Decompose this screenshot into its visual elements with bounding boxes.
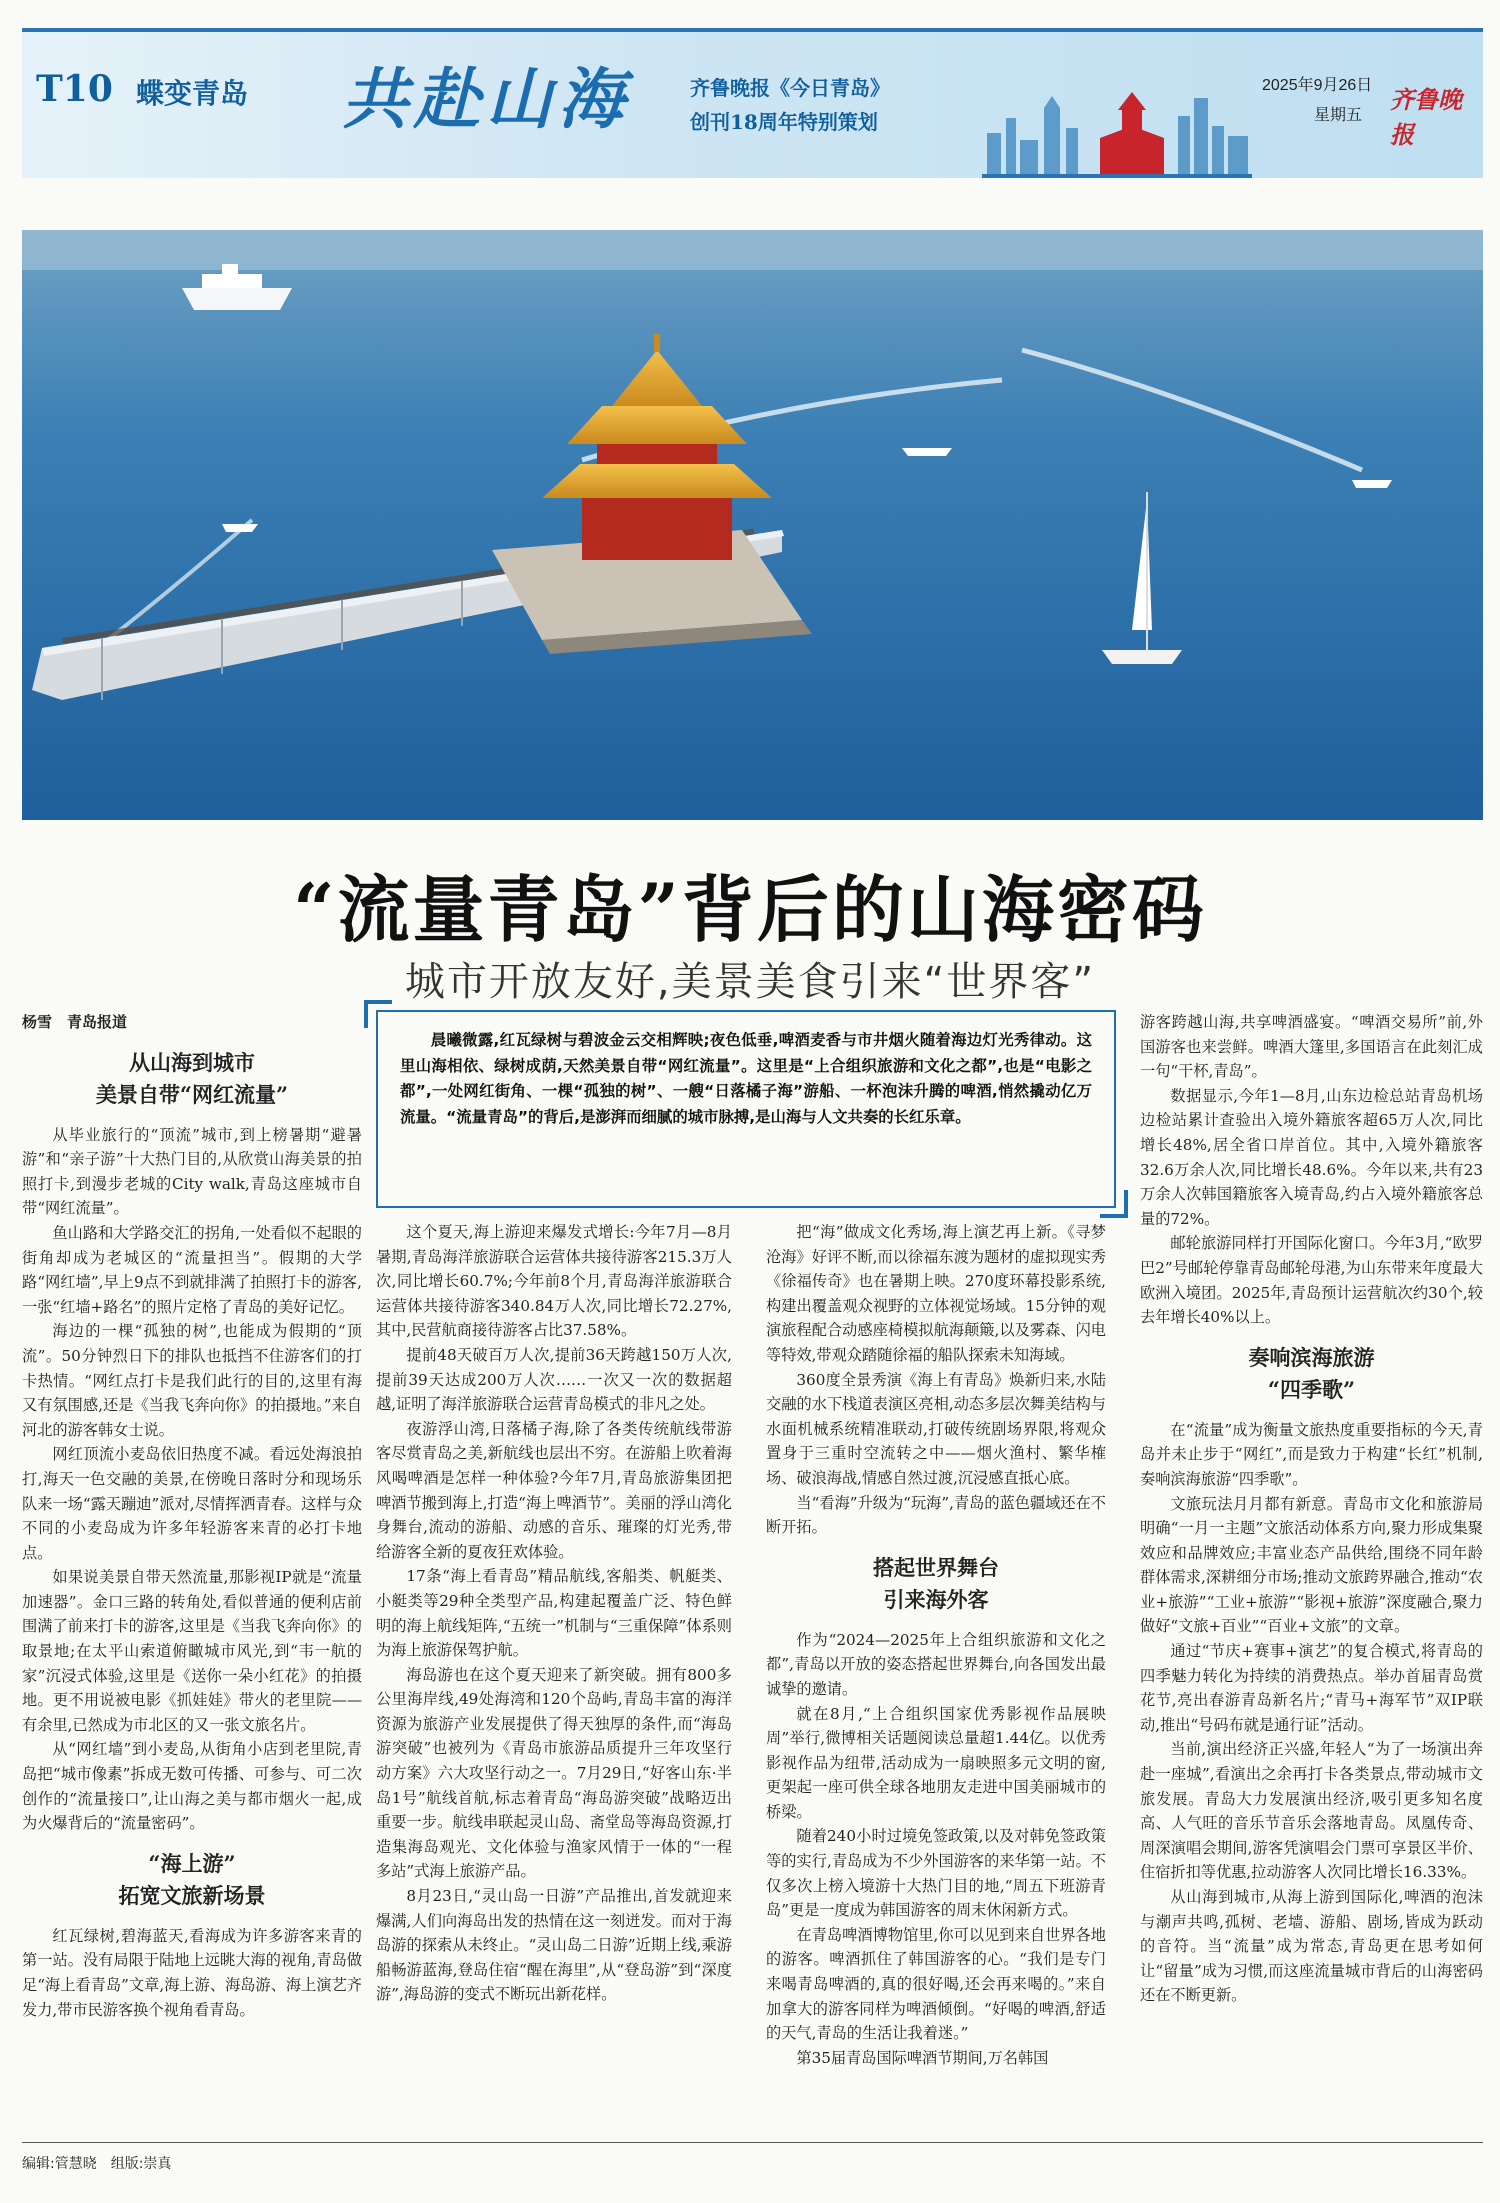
- issue-date: 2025年9月26日: [1262, 77, 1373, 94]
- paragraph: 当前,演出经济正兴盛,年轻人“为了一场演出奔赴一座城”,看演出之余再打卡各类景点,带动城市文旅发展。青岛大力发展演出经济,吸引更多知名度高、人气旺的音乐节音乐会落地青岛。凤凰传奇、周深演唱会期间,游客凭演唱会门票可享景区半价、住宿折扣等优惠,拉动游客人次同比增长16.33%。: [1140, 1740, 1483, 1882]
- subheadline: 城市开放友好,美景美食引来“世界客”: [404, 959, 1096, 1005]
- page-number: T10: [36, 68, 113, 110]
- paragraph: 文旅玩法月月都有新意。青岛市文化和旅游局明确“一月一主题”文旅活动体系方向,聚力形成集聚效应和品牌效应;丰富业态产品供给,围绕不同年龄群体需求,深耕细分市场;推动文旅跨界融合,推动“农业+旅游”“工业+旅游”“影视+旅游”深度融合,聚力做好“文旅+百业”“百业+文旅”的文章。: [1140, 1494, 1483, 1636]
- section-heading-4a: 奏响滨海旅游: [1248, 1344, 1375, 1370]
- paragraph: 随着240小时过境免签政策,以及对韩免签政策等的实行,青岛成为不少外国游客的来华第一站。不仅多次上榜入境游十大热门目的地,“周五下班游青岛”更是一度成为韩国游客的周末休闲新方式。: [766, 1827, 1106, 1920]
- column-1: [22, 1010, 362, 2022]
- paragraph: 海岛游也在这个夏天迎来了新突破。拥有800多公里海岸线,49处海湾和120个岛屿,青岛丰富的海洋资源为旅游产业发展提供了得天独厚的条件,而“海岛游突破”也被列为《青岛市旅游品质提升三年攻坚行动方案》六大攻坚行动之一。7月29日,“好客山东·半岛1号”航线首航,标志着青岛“海岛游突破”战略迈出重要一步。航线串联起灵山岛、斋堂岛等海岛资源,打造集海岛观光、文化体验与渔家风情于一体的“一程多站”式海上旅游产品。: [376, 1665, 732, 1881]
- paragraph: 鱼山路和大学路交汇的拐角,一处看似不起眼的街角却成为老城区的“流量担当”。假期的大学路“网红墙”,早上9点不到就排满了拍照打卡的游客,一张“红墙+路名”的照片定格了青岛的美好记忆。: [22, 1223, 362, 1316]
- section-heading-1b: 美景自带“网红流量”: [95, 1081, 289, 1107]
- headline: “流量青岛”背后的山海密码: [293, 867, 1207, 952]
- paragraph: 17条“海上看青岛”精品航线,客船类、帆艇类、小艇类等29种全类型产品,构建起覆盖广泛、特色鲜明的海上航线矩阵,“五统一”机制与“三重保障”体系则为海上旅游保驾护航。: [376, 1567, 732, 1660]
- section-heading-4b: “四季歌”: [1267, 1376, 1356, 1402]
- lead-summary: 晨曦微露,红瓦绿树与碧波金云交相辉映;夜色低垂,啤酒麦香与市井烟火随着海边灯光秀律动。这里山海相依、绿树成荫,天然美景自带“网红流量”。这里是“上合组织旅游和文化之都”,也是“电影之都”,一处网红街角、一棵“孤独的树”、一艘“日落橘子海”游船、一杯泡沫升腾的啤酒,悄然撬动亿万流量。“流量青岛”的背后,是澎湃而细腻的城市脉搏,是山海与人文共奏的长红乐章。: [376, 1010, 1116, 1208]
- paragraph: 8月23日,“灵山岛一日游”产品推出,首发就迎来爆满,人们向海岛出发的热情在这一刻迸发。而对于海岛游的探索从未终止。“灵山岛二日游”近期上线,乘游船畅游蓝海,登岛住宿“醒在海里”,从“登岛游”到“深度游”,海岛游的变式不断玩出新花样。: [376, 1887, 732, 2004]
- paragraph: 如果说美景自带天然流量,那影视IP就是“流量加速器”。金口三路的转角处,看似普通的便利店前围满了前来打卡的游客,这里是《当我飞奔向你》的取景地;在太平山索道俯瞰城市风光,到“韦一航的家”沉浸式体验,这里是《送你一朵小红花》的拍摄地。更不用说被电影《抓娃娃》带火的老里院——有余里,已然成为市北区的又一张文旅名片。: [22, 1568, 362, 1734]
- paragraph: 海边的一棵“孤独的树”,也能成为假期的“顶流”。50分钟烈日下的排队也抵挡不住游客们的打卡热情。“网红点打卡是我们此行的目的,这里有海又有氛围感,还是《当我飞奔向你》的拍摄地。”来自河北的游客韩女士说。: [22, 1322, 362, 1439]
- special-issue-line-2: 创刊18周年特别策划: [690, 110, 878, 134]
- paragraph: 夜游浮山湾,日落橘子海,除了各类传统航线带游客尽赏青岛之美,新航线也层出不穷。在游船上吹着海风喝啤酒是怎样一种体验?今年7月,青岛旅游集团把啤酒节搬到海上,打造“海上啤酒节”。美丽的浮山湾化身舞台,流动的游船、动感的音乐、璀璨的灯光秀,带给游客全新的夏夜狂欢体验。: [376, 1419, 732, 1561]
- paragraph: 从毕业旅行的“顶流”城市,到上榜暑期“避暑游”和“亲子游”十大热门目的,从欣赏山海美景的拍照打卡,到漫步老城的City walk,青岛这座城市自带“网红流量”。: [22, 1125, 362, 1218]
- paragraph: 从山海到城市,从海上游到国际化,啤酒的泡沫与潮声共鸣,孤树、老墙、游船、剧场,皆成为跃动的音符。当“流量”成为常态,青岛更在思考如何让“留量”成为习惯,而这座流量城市背后的山海密码还在不断更新。: [1140, 1888, 1483, 2005]
- column-3: [766, 1220, 1106, 2070]
- paragraph: 360度全景秀演《海上有青岛》焕新归来,水陆交融的水下栈道表演区亮相,动态多层次舞美结构与水面机械系统精准联动,打破传统剧场界限,将观众置身于三重时空流转之中——烟火渔村、繁华榷场、破浪海战,情感自然过渡,沉浸感直抵心底。: [766, 1370, 1106, 1487]
- section-heading-3a: 搭起世界舞台: [873, 1554, 999, 1580]
- paragraph: 邮轮旅游同样打开国际化窗口。今年3月,“欧罗巴2”号邮轮停靠青岛邮轮母港,为山东带来年度最大欧洲入境团。2025年,青岛预计运营航次约30个,较去年增长40%以上。: [1140, 1234, 1483, 1327]
- paragraph: 这个夏天,海上游迎来爆发式增长:今年7月—8月暑期,青岛海洋旅游联合运营体共接待游客215.3万人次,同比增长60.7%;今年前8个月,青岛海洋旅游联合运营体共接待游客340.84万人次,同比增长72.27%,其中,民营航商接待游客占比37.58%。: [376, 1223, 732, 1340]
- column-2: [376, 1220, 732, 2007]
- brand-calligraphy: 共赴山海: [342, 60, 630, 138]
- city-skyline-illustration: [982, 78, 1252, 178]
- section-heading-2a: “海上游”: [148, 1850, 236, 1876]
- paragraph: 作为“2024—2025年上合组织旅游和文化之都”,青岛以开放的姿态搭起世界舞台,向各国发出最诚挚的邀请。: [766, 1630, 1106, 1698]
- byline: 杨雪 青岛报道: [22, 1013, 128, 1031]
- paragraph: 数据显示,今年1—8月,山东边检总站青岛机场边检站累计查验出入境外籍旅客超65万人次,同比增长48%,居全省口岸首位。其中,入境外籍旅客32.6万余人次,同比增长48.6%。今年以来,共有23万余人次韩国籍旅客入境青岛,约占入境外籍旅客总量的72%。: [1140, 1086, 1483, 1228]
- paragraph: 游客跨越山海,共享啤酒盛宴。“啤酒交易所”前,外国游客也来尝鲜。啤酒大篷里,多国语言在此刻汇成一句“干杯,青岛”。: [1140, 1013, 1483, 1081]
- hero-photo-zhanqiao-pier: [22, 230, 1483, 820]
- page-header: [22, 28, 1483, 178]
- newspaper-logo: 齐鲁晚报: [1390, 85, 1462, 149]
- paragraph: 红瓦绿树,碧海蓝天,看海成为许多游客来青的第一站。没有局限于陆地上远眺大海的视角,青岛做足“海上看青岛”文章,海上游、海岛游、海上演艺齐发力,带市民游客换个视角看青岛。: [22, 1926, 362, 2019]
- paragraph: 把“海”做成文化秀场,海上演艺再上新。《寻梦沧海》好评不断,而以徐福东渡为题材的虚拟现实秀《徐福传奇》也在暑期上映。270度环幕投影系统,构建出覆盖观众视野的立体视觉场域。15分钟的观演旅程配合动感座椅模拟航海颠簸,以及雾森、闪电等特效,带观众踏随徐福的船队探索未知海域。: [766, 1223, 1106, 1364]
- paragraph: 第35届青岛国际啤酒节期间,万名韩国: [796, 2048, 1049, 2067]
- issue-weekday: 星期五: [1314, 105, 1363, 124]
- special-issue-line-1: 齐鲁晚报《今日青岛》: [690, 76, 890, 100]
- section-heading-2b: 拓宽文旅新场景: [118, 1882, 266, 1908]
- paragraph: 从“网红墙”到小麦岛,从街角小店到老里院,青岛把“城市像素”拆成无数可传播、可参与、可二次创作的“流量接口”,让山海之美与都市烟火一起,成为火爆背后的“流量密码”。: [22, 1740, 362, 1833]
- header-rule: [22, 28, 1483, 32]
- paragraph: 在“流量”成为衡量文旅热度重要指标的今天,青岛并未止步于“网红”,而是致力于构建“长红”机制,奏响滨海旅游“四季歌”。: [1140, 1420, 1483, 1488]
- editor-credits: 编辑:管慧晓 组版:崇真: [22, 2142, 1483, 2173]
- paragraph: 网红顶流小麦岛依旧热度不减。看远处海浪拍打,海天一色交融的美景,在傍晚日落时分和现场乐队来一场“露天蹦迪”派对,尽情挥洒青春。这样与众不同的小麦岛成为许多年轻游客来青的必打卡地点。: [22, 1445, 362, 1562]
- paragraph: 提前48天破百万人次,提前36天跨越150万人次,提前39天达成200万人次……一次又一次的数据超越,证明了海洋旅游联合运营青岛模式的非凡之处。: [376, 1345, 732, 1414]
- paragraph: 当“看海”升级为“玩海”,青岛的蓝色疆域还在不断开拓。: [766, 1493, 1106, 1537]
- section-heading-3b: 引来海外客: [883, 1586, 989, 1612]
- paragraph: 就在8月,“上合组织国家优秀影视作品展映周”举行,微博相关话题阅读总量超1.44亿。以优秀影视作品为纽带,活动成为一扇映照多元文明的窗,更架起一座可供全球各地朋友走进中国美丽城市的桥梁。: [766, 1704, 1106, 1821]
- paragraph: 在青岛啤酒博物馆里,你可以见到来自世界各地的游客。啤酒抓住了韩国游客的心。“我们是专门来喝青岛啤酒的,真的很好喝,还会再来喝的。”来自加拿大的游客同样为啤酒倾倒。“好喝的啤酒,舒适的天气,青岛的生活让我着迷。”: [766, 1925, 1106, 2043]
- column-4: [1140, 1010, 1483, 2008]
- section-heading-1a: 从山海到城市: [129, 1049, 255, 1075]
- section-name: 蝶变青岛: [136, 77, 249, 110]
- paragraph: 通过“节庆+赛事+演艺”的复合模式,将青岛的四季魅力转化为持续的消费热点。举办首届青岛赏花节,亮出春游青岛新名片;“青马+海军节”双IP联动,推出“号码布就是通行证”活动。: [1140, 1642, 1483, 1734]
